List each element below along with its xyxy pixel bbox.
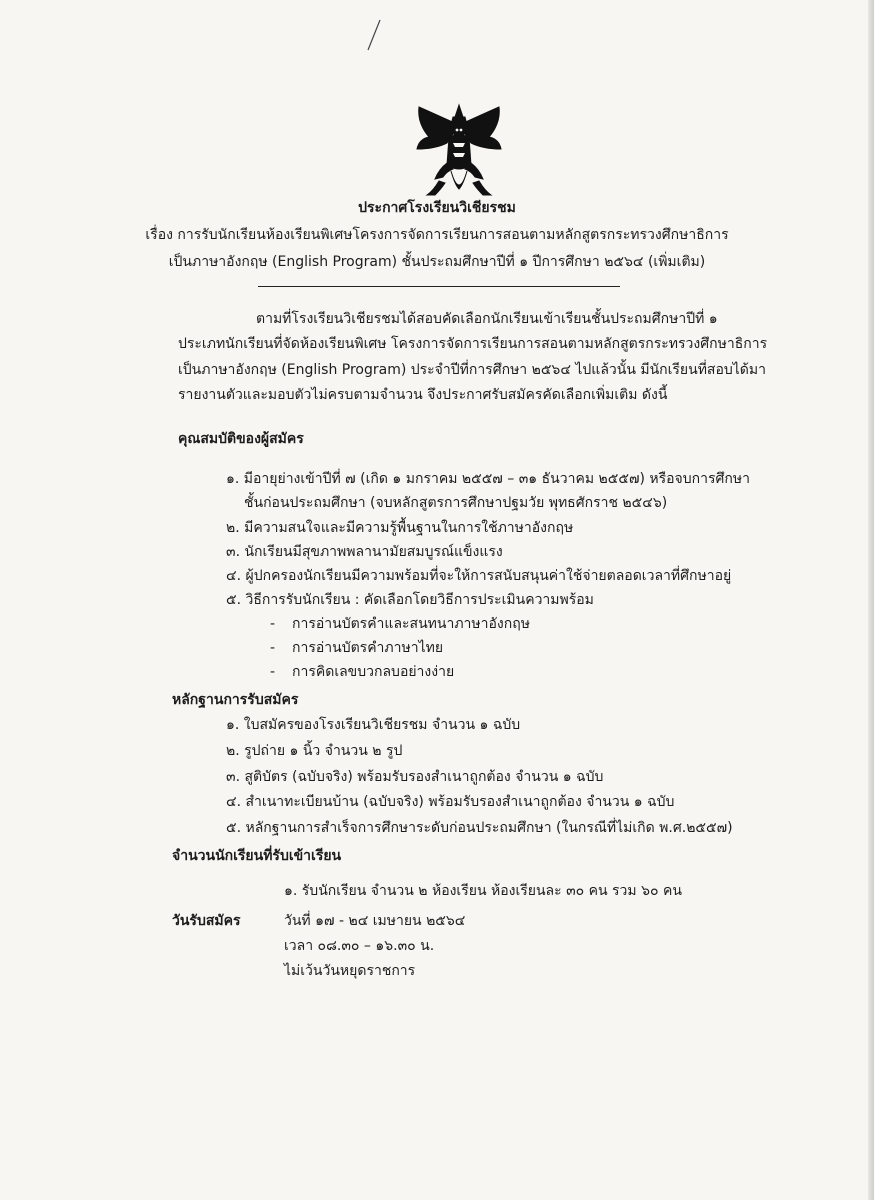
qualifications-heading: คุณสมบัติของผู้สมัคร [178,431,304,447]
qualification-item-2: ๒. มีความสนใจและมีความรู้พื้นฐานในการใช้ภาษาอังกฤษ [226,520,574,536]
sub-item-thai-reading: การอ่านบัตรคำภาษาไทย [292,640,444,656]
scan-edge-shadow [868,0,874,1200]
enrollment-item-1: ๑. รับนักเรียน จำนวน ๒ ห้องเรียน ห้องเรียนละ ๓๐ คน รวม ๖๐ คน [284,883,682,899]
sub-item-english-reading: การอ่านบัตรคำและสนทนาภาษาอังกฤษ [292,616,530,632]
sub-item-dash: - [270,616,276,632]
application-dates: วันที่ ๑๗ - ๒๔ เมษายน ๒๕๖๔ [284,913,466,929]
document-item-3: ๓. สูติบัตร (ฉบับจริง) พร้อมรับรองสำเนาถูกต้อง จำนวน ๑ ฉบับ [226,769,604,785]
application-time: เวลา ๐๘.๓๐ – ๑๖.๓๐ น. [284,938,435,954]
application-note: ไม่เว้นวันหยุดราชการ [284,963,416,979]
qualification-item-1-line-2: ชั้นก่อนประถมศึกษา (จบหลักสูตรการศึกษาปฐมวัย พุทธศักราช ๒๕๔๖) [244,495,668,511]
qualification-item-3: ๓. นักเรียนมีสุขภาพพลานามัยสมบูรณ์แข็งแรง [226,544,503,560]
qualification-item-4: ๔. ผู้ปกครองนักเรียนมีความพร้อมที่จะให้การสนับสนุนค่าใช้จ่ายตลอดเวลาที่ศึกษาอยู่ [226,568,732,584]
garuda-emblem-icon [413,103,505,199]
intro-line-3: เป็นภาษาอังกฤษ (English Program) ประจำปีที่การศึกษา ๒๕๖๔ ไปแล้วนั้น มีนักเรียนที่สอบได้มา [178,362,766,378]
qualification-item-5: ๕. วิธีการรับนักเรียน : คัดเลือกโดยวิธีการประเมินความพร้อม [226,592,594,608]
intro-line-4: รายงานตัวและมอบตัวไม่ครบตามจำนวน จึงประกาศรับสมัครคัดเลือกเพิ่มเติม ดังนี้ [178,387,668,403]
subject-line-2: เป็นภาษาอังกฤษ (English Program) ชั้นประถมศึกษาปีที่ ๑ ปีการศึกษา ๒๕๖๔ (เพิ่มเติม) [168,254,706,270]
subject-line-1: เรื่อง การรับนักเรียนห้องเรียนพิเศษโครงการจัดการเรียนการสอนตามหลักสูตรกระทรวงศึกษาธิการ [145,227,729,243]
application-period-heading: วันรับสมัคร [172,913,241,929]
title-divider [258,286,620,287]
intro-line-1: ตามที่โรงเรียนวิเชียรชมได้สอบคัดเลือกนักเรียนเข้าเรียนชั้นประถมศึกษาปีที่ ๑ [256,311,718,327]
sub-item-dash: - [270,664,276,680]
sub-item-arithmetic: การคิดเลขบวกลบอย่างง่าย [292,664,455,680]
documents-heading: หลักฐานการรับสมัคร [172,692,299,708]
document-item-4: ๔. สำเนาทะเบียนบ้าน (ฉบับจริง) พร้อมรับรองสำเนาถูกต้อง จำนวน ๑ ฉบับ [226,794,675,810]
enrollment-heading: จำนวนนักเรียนที่รับเข้าเรียน [172,848,342,864]
qualification-item-1-line-1: ๑. มีอายุย่างเข้าปีที่ ๗ (เกิด ๑ มกราคม ๒๕๕๗ – ๓๑ ธันวาคม ๒๕๕๗) หรือจบการศึกษา [226,471,750,487]
sub-item-dash: - [270,640,276,656]
announcement-title: ประกาศโรงเรียนวิเชียรชม [358,200,516,216]
document-item-1: ๑. ใบสมัครของโรงเรียนวิเชียรชม จำนวน ๑ ฉบับ [226,717,521,733]
pen-mark [364,18,384,52]
intro-line-2: ประเภทนักเรียนที่จัดห้องเรียนพิเศษ โครงการจัดการเรียนการสอนตามหลักสูตรกระทรวงศึกษาธิการ [178,336,768,352]
document-item-5: ๕. หลักฐานการสำเร็จการศึกษาระดับก่อนประถมศึกษา (ในกรณีที่ไม่เกิด พ.ศ.๒๕๕๗) [226,820,733,836]
document-item-2: ๒. รูปถ่าย ๑ นิ้ว จำนวน ๒ รูป [226,743,403,759]
